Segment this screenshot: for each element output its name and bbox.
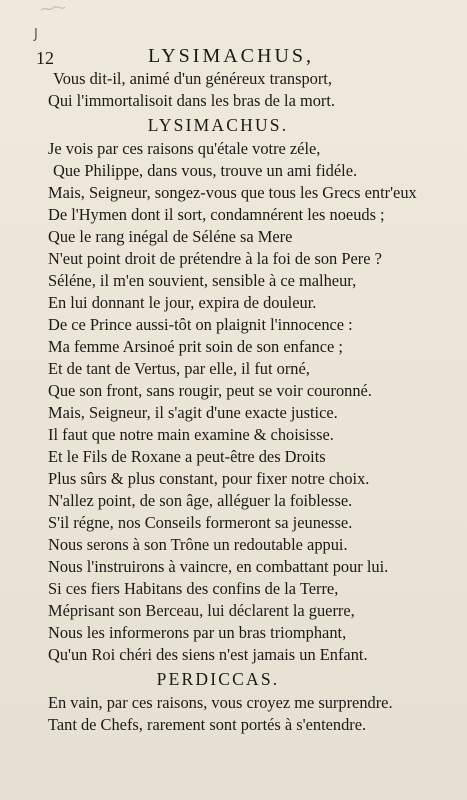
verse-line: N'eut point droit de prétendre à la foi de son Pere ?: [48, 249, 382, 268]
verse-line: Mais, Seigneur, il s'agit d'une exacte justice.: [48, 403, 338, 422]
verse-line: Et le Fils de Roxane a peut-être des Droits: [48, 447, 326, 466]
verse-line: Méprisant son Berceau, lui déclarent la guerre,: [48, 601, 355, 620]
verse-line: Il faut que notre main examine & choisisse.: [48, 425, 334, 444]
verse-line: Je vois par ces raisons qu'étale votre zéle,: [48, 139, 321, 158]
verse-line: En lui donnant le jour, expira de douleur.: [48, 293, 317, 312]
verse-line: Nous les informerons par un bras triomphant,: [48, 623, 347, 642]
speaker-heading: PERDICCAS.: [156, 669, 280, 689]
verse-line: Séléne, il m'en souvient, sensible à ce malheur,: [48, 271, 357, 290]
signature-mark: J: [34, 27, 38, 42]
verse-line: Nous l'instruirons à vaincre, en combattant pour lui.: [48, 557, 389, 576]
page-header: [36, 45, 376, 69]
verse-line: Tant de Chefs, rarement sont portés à s'entendre.: [48, 715, 367, 734]
verse-line: N'allez point, de son âge, alléguer la foiblesse.: [48, 491, 353, 510]
verse-line: Que son front, sans rougir, peut se voir couronné.: [48, 381, 372, 400]
verse-line: De ce Prince aussi-tôt on plaignit l'innocence :: [48, 315, 353, 334]
verse-line: Qui l'immortalisoit dans les bras de la mort.: [48, 91, 336, 110]
page-number: 12: [36, 48, 54, 68]
verse-line: S'il régne, nos Conseils formeront sa jeunesse.: [48, 513, 353, 532]
verse-line: En vain, par ces raisons, vous croyez me surprendre.: [48, 693, 393, 712]
verse-line: Ma femme Arsinoé prit soin de son enfance ;: [48, 337, 343, 356]
verse-line: Si ces fiers Habitans des confins de la Terre,: [48, 579, 339, 598]
text-body: [48, 68, 448, 736]
verse-line: Nous serons à son Trône un redoutable appui.: [48, 535, 348, 554]
verse-line: Et de tant de Vertus, par elle, il fut orné,: [48, 359, 310, 378]
verse-line: Plus sûrs & plus constant, pour fixer notre choix.: [48, 469, 370, 488]
verse-line: Qu'un Roi chéri des siens n'est jamais un Enfant.: [48, 645, 368, 664]
verse-line: Mais, Seigneur, songez-vous que tous les Grecs entr'eux: [48, 183, 417, 202]
verse-line: Que Philippe, dans vous, trouve un ami fidéle.: [53, 161, 358, 180]
verse-line: De l'Hymen dont il sort, condamnérent les noeuds ;: [48, 205, 385, 224]
speaker-heading: LYSIMACHUS.: [147, 115, 289, 135]
verse-line: Que le rang inégal de Séléne sa Mere: [48, 227, 293, 246]
running-head: LYSIMACHUS,: [148, 45, 315, 67]
page-smudge-mark: [40, 4, 66, 14]
verse-line: Vous dit-il, animé d'un généreux transport,: [53, 69, 332, 88]
